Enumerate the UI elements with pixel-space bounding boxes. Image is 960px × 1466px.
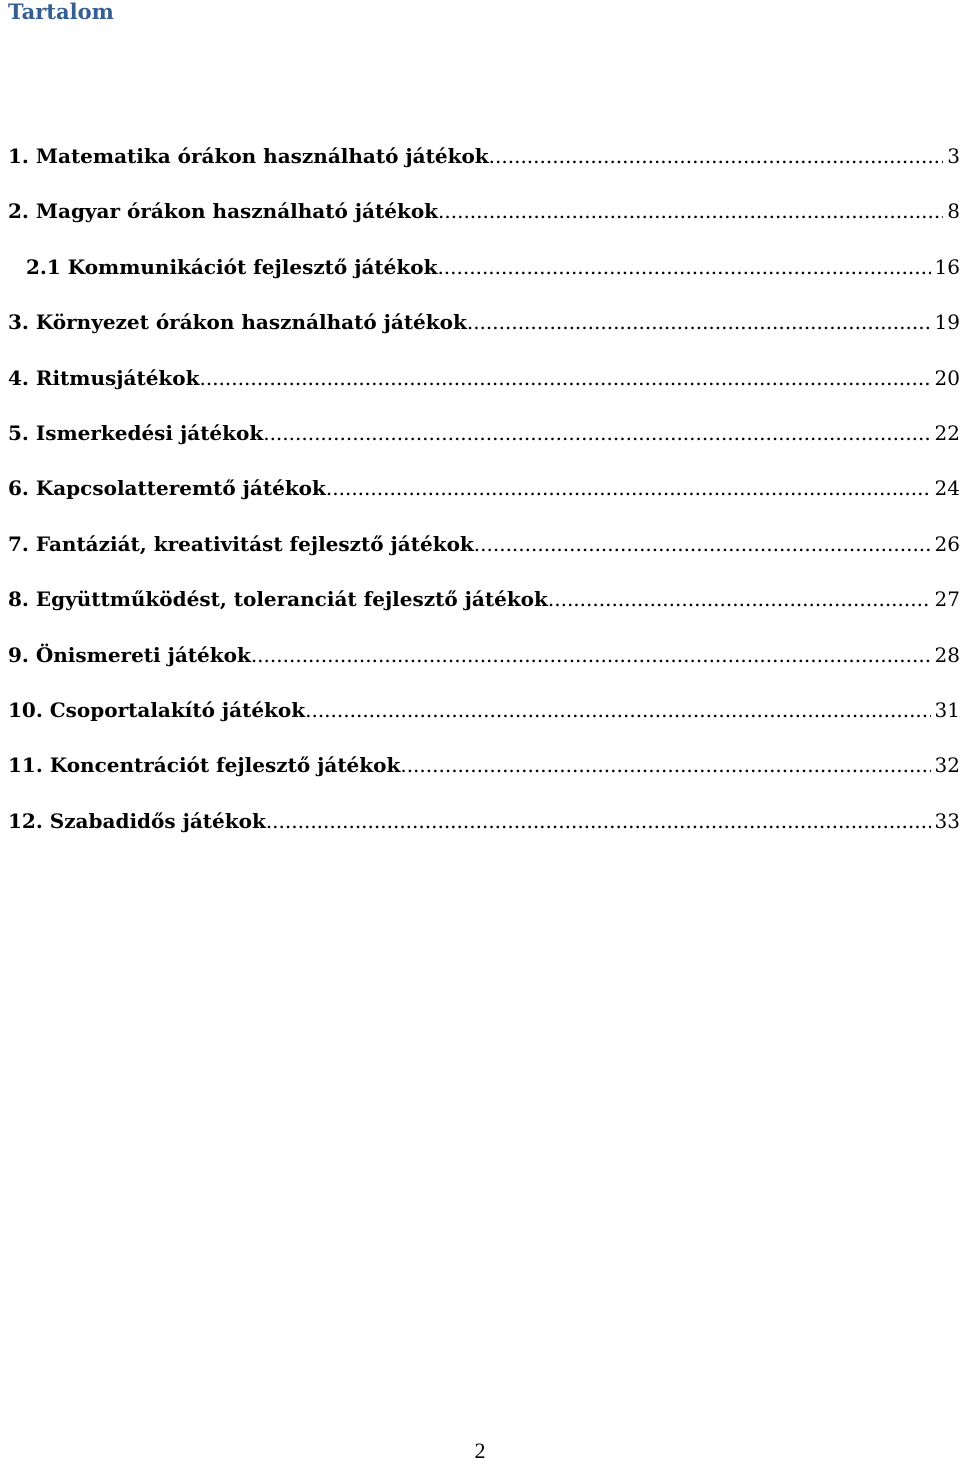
dot-leader xyxy=(400,749,930,781)
toc-heading: Tartalom xyxy=(8,0,114,24)
toc-entry-page: 3 xyxy=(947,144,960,168)
toc-entry-page: 31 xyxy=(934,697,960,722)
toc-entry[interactable] xyxy=(8,583,960,638)
toc-entry-page: 32 xyxy=(934,753,960,778)
toc-entry[interactable] xyxy=(8,362,960,417)
toc-entry-page: 27 xyxy=(934,587,960,612)
toc-entry-label: 10. Csoportalakító játékok xyxy=(8,697,306,722)
toc-entry-page: 28 xyxy=(934,642,960,667)
dot-leader xyxy=(467,306,931,338)
toc-entry-label: 12. Szabadidős játékok xyxy=(8,808,266,833)
toc-entry[interactable] xyxy=(8,639,960,694)
toc-entry-label: 2. Magyar órákon használható játékok xyxy=(8,199,439,224)
toc-entry-label: 6. Kapcsolatteremtő játékok xyxy=(8,476,326,501)
toc-entry[interactable] xyxy=(8,195,960,250)
toc-entry-page: 8 xyxy=(947,199,960,224)
toc-entry-page: 22 xyxy=(934,420,960,445)
toc-entry[interactable] xyxy=(8,749,960,804)
toc-entry-label: 11. Koncentrációt fejlesztő játékok xyxy=(8,753,401,778)
dot-leader xyxy=(438,195,943,227)
toc-entry-label: 7. Fantáziát, kreativitást fejlesztő játékok xyxy=(8,531,474,556)
toc-entry-label: 9. Önismereti játékok xyxy=(8,642,251,667)
toc-entry-page: 19 xyxy=(934,310,960,335)
table-of-contents xyxy=(8,140,960,860)
dot-leader xyxy=(305,694,930,726)
toc-entry-page: 16 xyxy=(934,254,960,279)
toc-entry-label: 5. Ismerkedési játékok xyxy=(8,420,264,445)
dot-leader xyxy=(326,472,931,504)
toc-entry[interactable] xyxy=(8,417,960,472)
dot-leader xyxy=(548,583,931,615)
toc-entry-label: 2.1 Kommunikációt fejlesztő játékok xyxy=(26,254,438,279)
dot-leader xyxy=(263,417,930,449)
dot-leader xyxy=(474,528,931,560)
toc-entry-page: 26 xyxy=(934,531,960,556)
dot-leader xyxy=(489,140,944,172)
toc-entry[interactable] xyxy=(8,528,960,583)
toc-entry[interactable] xyxy=(8,472,960,527)
toc-entry-label: 4. Ritmusjátékok xyxy=(8,365,200,390)
toc-entry-page: 24 xyxy=(934,476,960,501)
dot-leader xyxy=(266,805,931,837)
toc-entry[interactable] xyxy=(8,694,960,749)
toc-entry-label: 8. Együttműködést, toleranciát fejlesztő játékok xyxy=(8,587,548,612)
toc-entry-page: 33 xyxy=(934,808,960,833)
toc-entry-page: 20 xyxy=(934,365,960,390)
dot-leader xyxy=(199,362,930,394)
toc-entry[interactable] xyxy=(8,306,960,361)
toc-entry[interactable] xyxy=(8,805,960,860)
dot-leader xyxy=(437,251,930,283)
toc-entry[interactable] xyxy=(8,140,960,195)
page-number: 2 xyxy=(474,1438,486,1463)
toc-entry-label: 1. Matematika órákon használható játékok xyxy=(8,144,489,168)
toc-entry-label: 3. Környezet órákon használható játékok xyxy=(8,310,467,335)
toc-subentry[interactable] xyxy=(8,251,960,306)
dot-leader xyxy=(251,639,931,671)
